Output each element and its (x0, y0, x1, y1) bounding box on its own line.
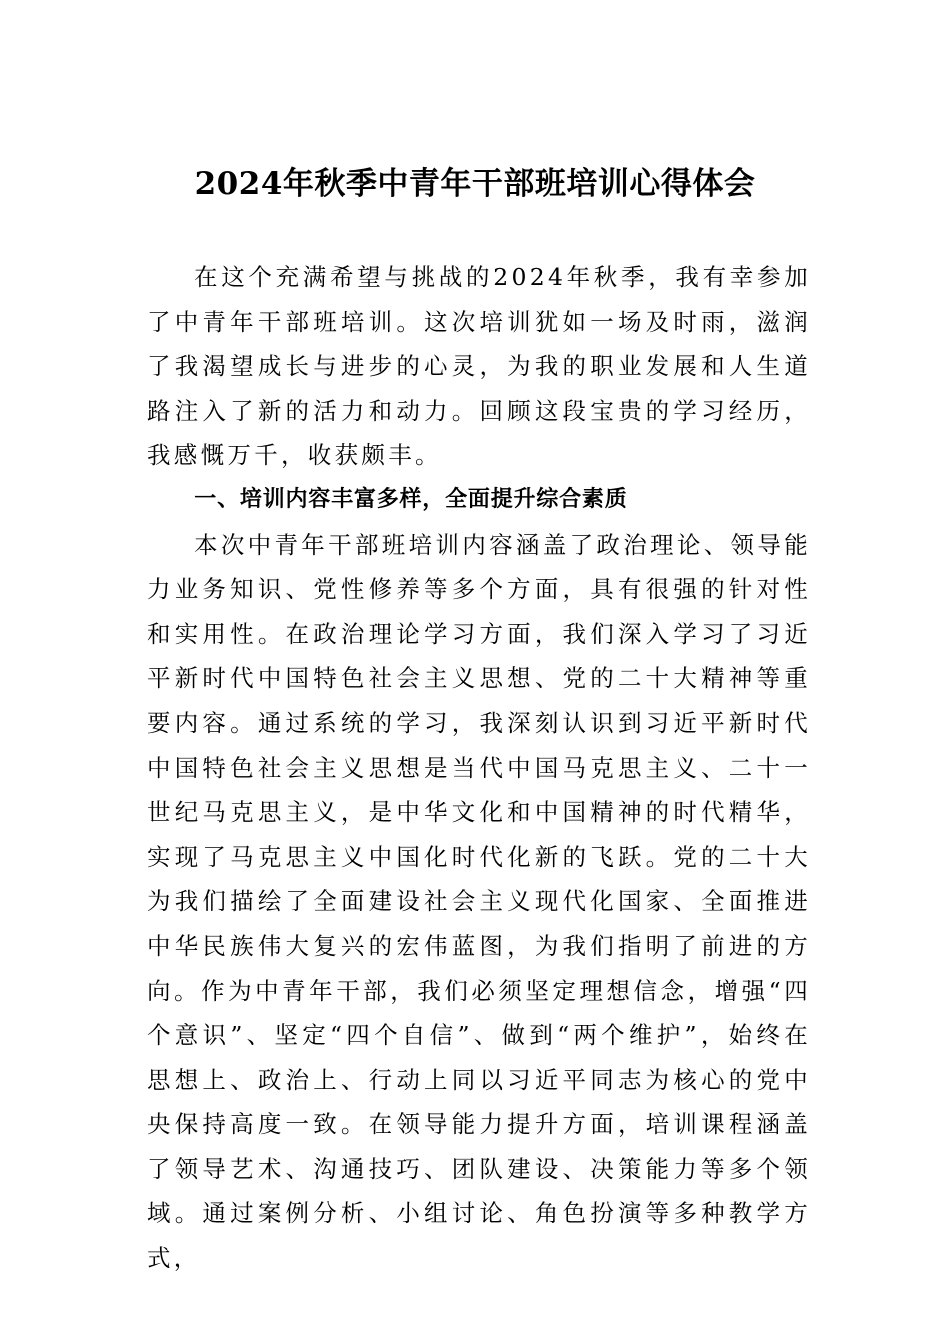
intro-paragraph: 在这个充满希望与挑战的2024年秋季，我有幸参加了中青年干部班培训。这次培训犹如一场及时雨，滋润了我渴望成长与进步的心灵，为我的职业发展和人生道路注入了新的活力和动力。回顾这段宝贵的学习经历，我感慨万千，收获颇丰。 (147, 263, 811, 470)
document-title: 2024年秋季中青年干部班培训心得体会 (194, 166, 756, 202)
document-body (147, 255, 811, 1281)
section-heading: 一、培训内容丰富多样，全面提升综合素质 (194, 486, 628, 512)
section-1-paragraph: 本次中青年干部班培训内容涵盖了政治理论、领导能力业务知识、党性修养等多个方面，具有很强的针对性和实用性。在政治理论学习方面，我们深入学习了习近平新时代中国特色社会主义思想、党的二十大精神等重要内容。通过系统的学习，我深刻认识到习近平新时代中国特色社会主义思想是当代中国马克思主义、二十一世纪马克思主义，是中华文化和中国精神的时代精华，实现了马克思主义中国化时代化新的飞跃。党的二十大为我们描绘了全面建设社会主义现代化国家、全面推进中华民族伟大复兴的宏伟蓝图，为我们指明了前进的方向。作为中青年干部，我们必须坚定理想信念，增强“四个意识”、坚定“四个自信”、做到“两个维护”，始终在思想上、政治上、行动上同以习近平同志为核心的党中央保持高度一致。在领导能力提升方面，培训课程涵盖了领导艺术、沟通技巧、团队建设、决策能力等多个领域。通过案例分析、小组讨论、角色扮演等多种教学方式， (147, 530, 811, 1273)
